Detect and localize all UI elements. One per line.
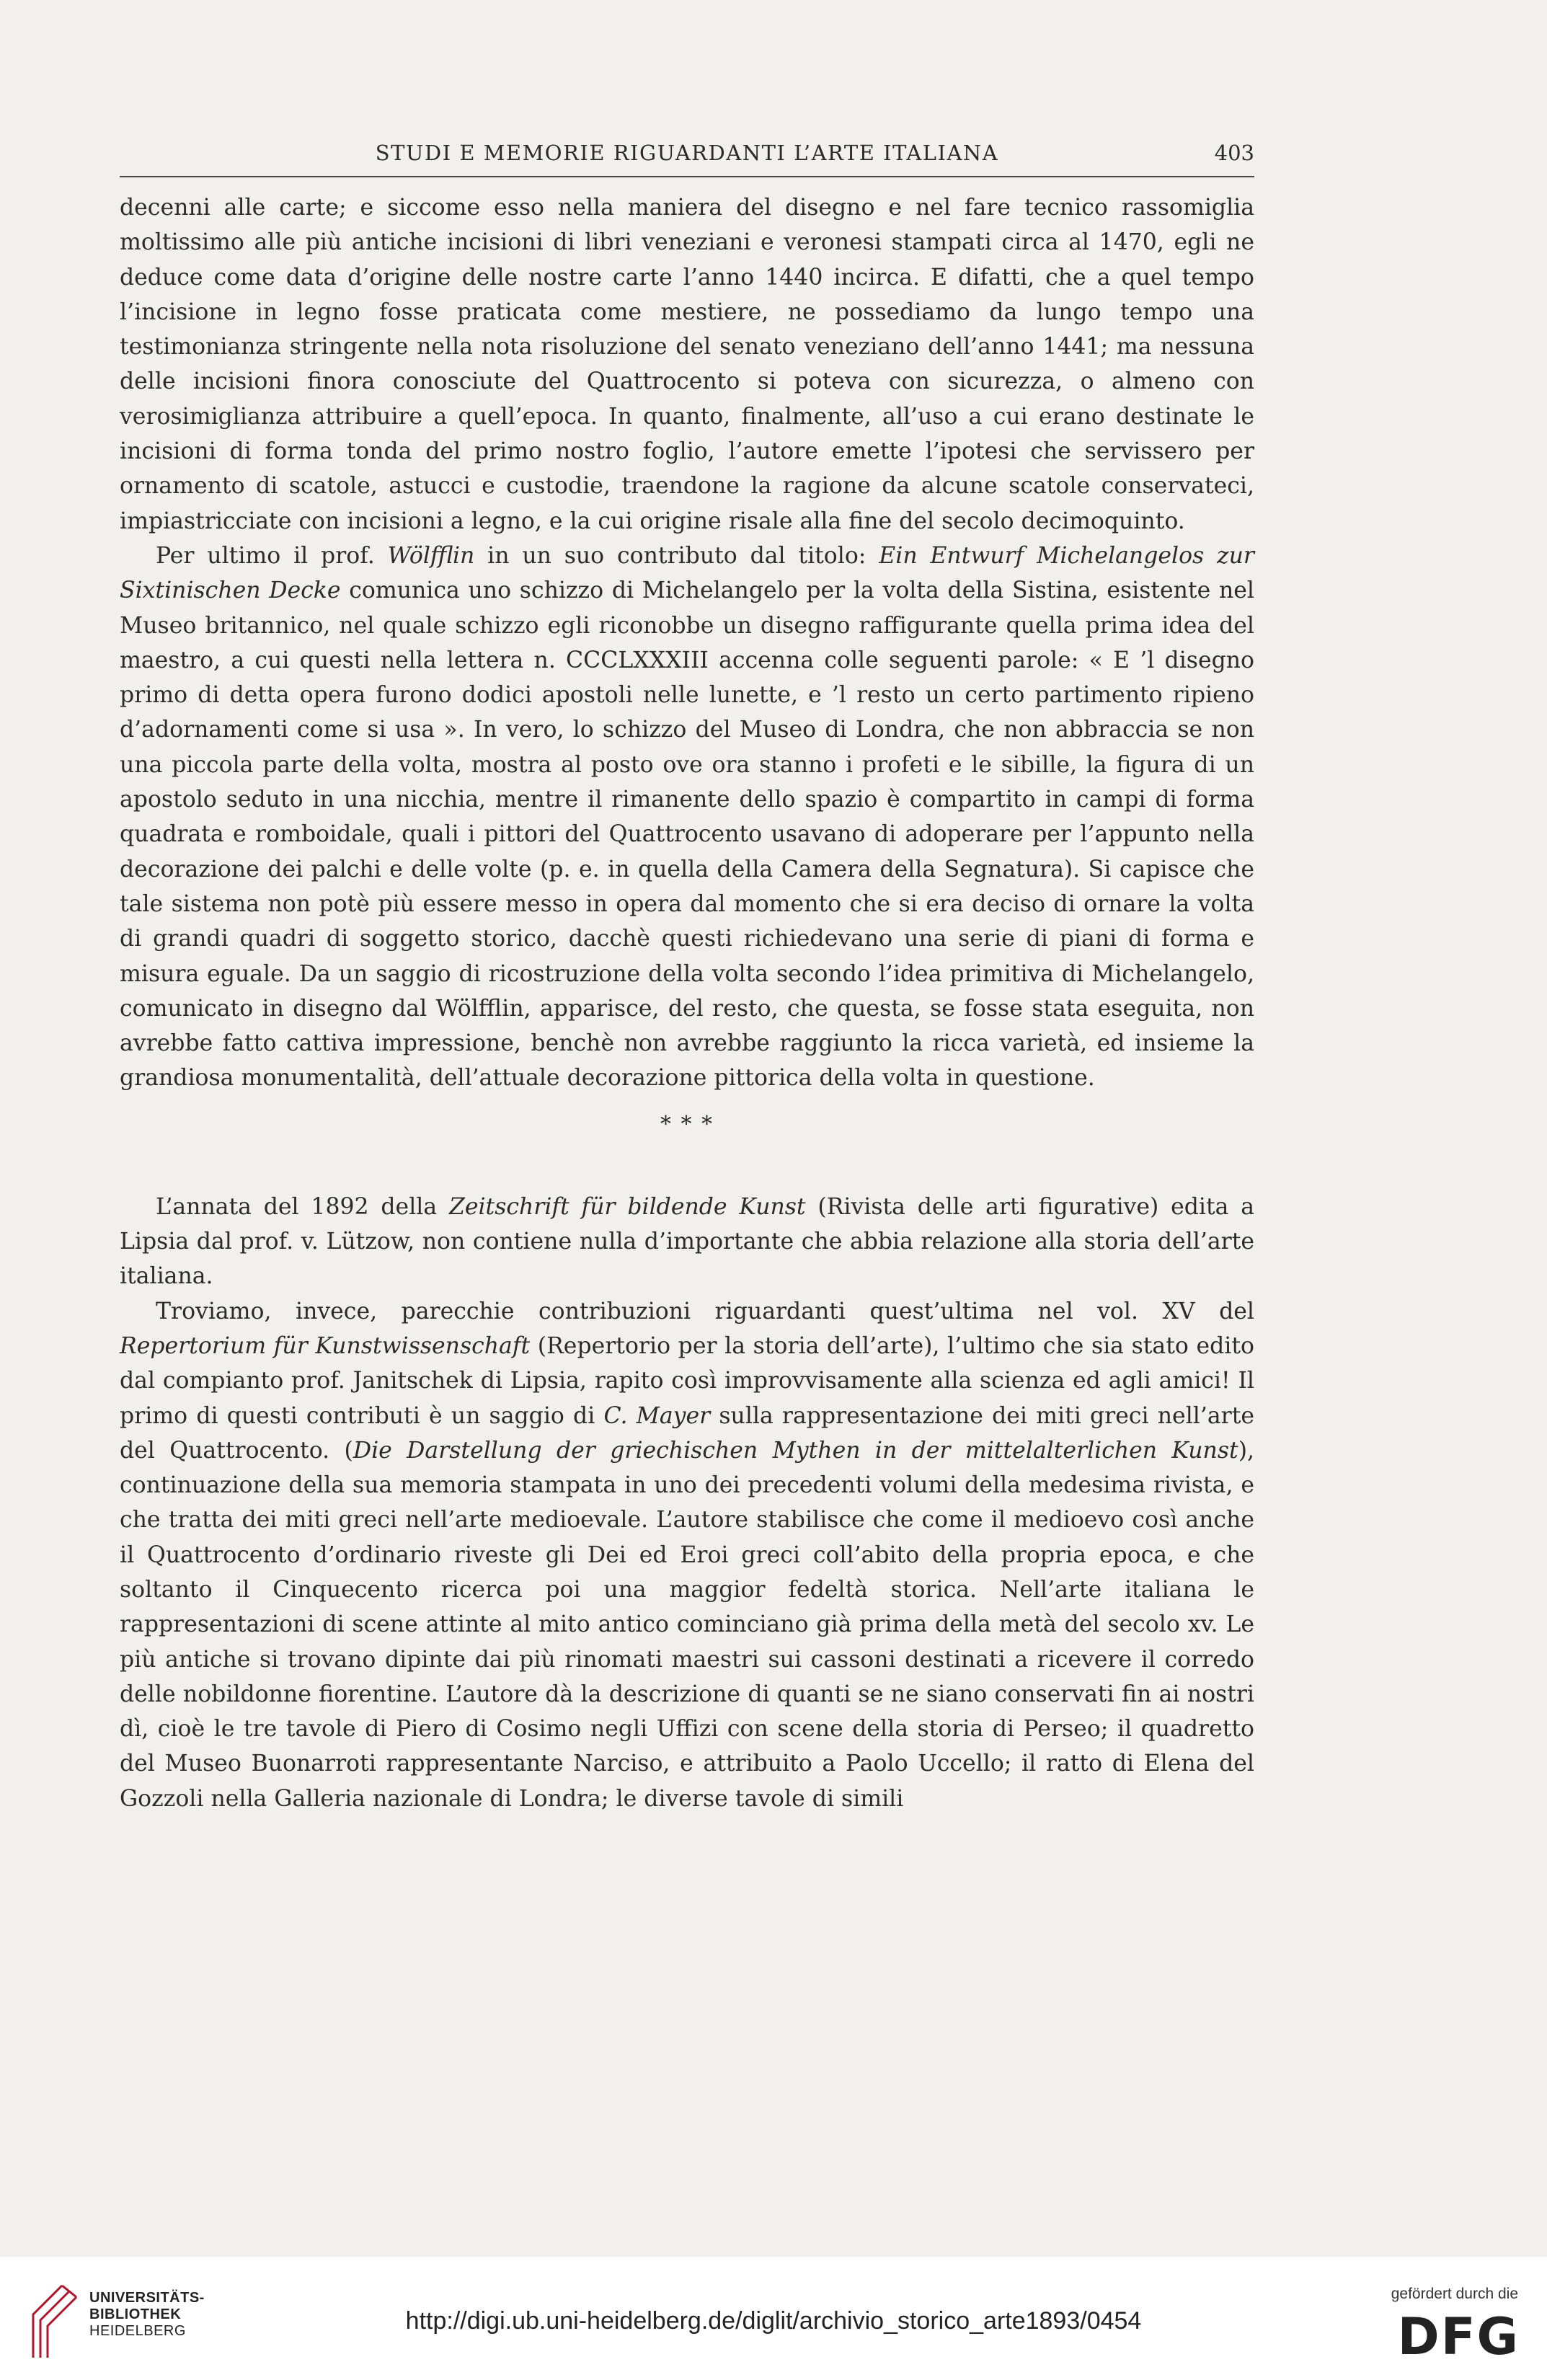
work-title: Ein Entwurf Michelangelos zur Sixtinischen Decke	[120, 542, 1254, 604]
dfg-logo: DFG	[1397, 2307, 1520, 2366]
header-rule	[120, 176, 1254, 177]
paragraph-3: L’annata del 1892 della Zeitschrift für bildende Kunst (Rivista delle arti figurative) edita a Lipsia dal prof. v. Lützow, non contiene nulla d’importante che abbia relazione alla storia dell’arte italiana.	[120, 1193, 1254, 1290]
source-url-link[interactable]: http://digi.ub.uni-heidelberg.de/diglit/archivio_storico_arte1893/0454	[405, 2307, 1142, 2335]
paragraph-4: Troviamo, invece, parecchie contribuzioni riguardanti quest’ultima nel vol. XV del Repertorium für Kunstwissenschaft (Repertorio per la storia dell’arte), l’ultimo che sia stato edito dal compianto prof. Janitschek di Lipsia, rapito così improvvisamente alla scienza ed agli amici! Il primo di questi contributi è un saggio di C. Mayer sulla rappresentazione dei miti greci nell’arte del Quattrocento. (Die Darstellung der griechischen Mythen in der mittelalterlichen Kunst), continuazione della sua memoria stampata in uno dei precedenti volumi della medesima rivista, e che tratta dei miti greci nell’arte medioevale. L’autore stabilisce che come il medioevo così anche il Quattrocento d’ordinario riveste gli Dei ed Eroi greci coll’abito della propria epoca, e che soltanto il Cinquecento ricerca poi una maggior fedeltà storica. Nell’arte italiana le rappresentazioni di scene attinte al mito antico cominciano già prima della metà del secolo xv. Le più antiche si trovano dipinte dai più rinomati maestri sui cassoni destinati a ricevere il corredo delle nobildonne fiorentine. L’autore dà la descrizione di quanti se ne siano conservati fin ai nostri dì, cioè le tre tavole di Piero di Cosimo negli Uffizi con scene della storia di Perseo; il quadretto del Museo Buonarroti rappresentante Narciso, e attribuito a Paolo Uccello; il ratto di Elena del Gozzoli nella Galleria nazionale di Londra; le diverse tavole di simili	[120, 1298, 1254, 1812]
work-title: Die Darstellung der griechischen Mythen in der mittelalterlichen Kunst	[353, 1437, 1238, 1464]
author-name: Wölfflin	[387, 542, 475, 569]
journal-title: Zeitschrift für bildende Kunst	[448, 1193, 806, 1220]
page-number: 403	[1214, 141, 1254, 165]
author-name: C. Mayer	[603, 1402, 711, 1429]
section-separator	[120, 1096, 1254, 1190]
paragraph-2: Per ultimo il prof. Wölfflin in un suo contributo dal titolo: Ein Entwurf Michelangelos zur Sixtinischen Decke comunica uno schizzo di Michelangelo per la volta della Sistina, esistente nel Museo britannico, nel quale schizzo egli riconobbe un disegno raffigurante quella prima idea del maestro, a cui questi nella lettera n. CCCLXXXIII accenna colle seguenti parole: « E ’l disegno primo di detta opera furono dodici apostoli nelle lunette, e ’l resto un certo partimento ripieno d’adornamenti come si usa ». In vero, lo schizzo del Museo di Londra, che non abbraccia se non una piccola parte della volta, mostra al posto ove ora stanno i profeti e le sibille, la figura di un apostolo seduto in una nicchia, mentre il rimanente dello spazio è compartito in campi di forma quadrata e romboidale, quali i pittori del Quattrocento usavano di adoperare per l’appunto nella decorazione dei palchi e delle volte (p. e. in quella della Camera della Segnatura). Si capisce che tale sistema non potè più essere messo in opera dal momento che si era deciso di ornare la volta di grandi quadri di soggetto storico, dacchè questi richiedevano una serie di piani di forma e misura eguale. Da un saggio di ricostruzione della volta secondo l’idea primitiva di Michelangelo, comunicato in disegno dal Wölfflin, apparisce, del resto, che questa, se fosse stata eseguita, non avrebbe fatto cattiva impressione, benchè non avrebbe raggiunto la ricca varietà, ed insieme la grandiosa monumentalità, dell’attuale decorazione pittorica della volta in questione.	[120, 542, 1254, 1092]
page-header	[120, 141, 1254, 172]
digitization-footer	[0, 2257, 1547, 2380]
library-name: UNIVERSITÄTS- BIBLIOTHEK HEIDELBERG	[89, 2290, 205, 2339]
funding-caption: gefördert durch die	[1391, 2286, 1518, 2302]
paragraph-1: decenni alle carte; e siccome esso nella maniera del disegno e nel fare tecnico rassomiglia moltissimo alle più antiche incisioni di libri veneziani e veronesi stampati circa al 1470, egli ne deduce come data d’origine delle nostre carte l’anno 1440 incirca. E difatti, che a quel tempo l’incisione in legno fosse praticata come mestiere, ne possediamo da lungo tempo una testimonianza stringente nella nota risoluzione del senato veneziano dell’anno 1441; ma nessuna delle incisioni finora conosciute del Quattrocento si poteva con sicurezza, o almeno con verosimiglianza attribuire a quell’epoca. In quanto, finalmente, all’uso a cui erano destinate le incisioni di forma tonda del primo nostro foglio, l’autore emette l’ipotesi che servissero per ornamento di scatole, astucci e custodie, traendone la ragione da alcune scatole conservateci, impiastricciate con incisioni a legno, e la cui origine risale alla fine del secolo decimoquinto.	[120, 195, 1254, 534]
body-text	[120, 190, 1254, 1816]
asterism: * * *	[660, 1111, 714, 1137]
journal-title: Repertorium für Kunstwissenschaft	[120, 1332, 531, 1359]
running-title: STUDI E MEMORIE RIGUARDANTI L’ARTE ITALIANA	[375, 141, 999, 165]
